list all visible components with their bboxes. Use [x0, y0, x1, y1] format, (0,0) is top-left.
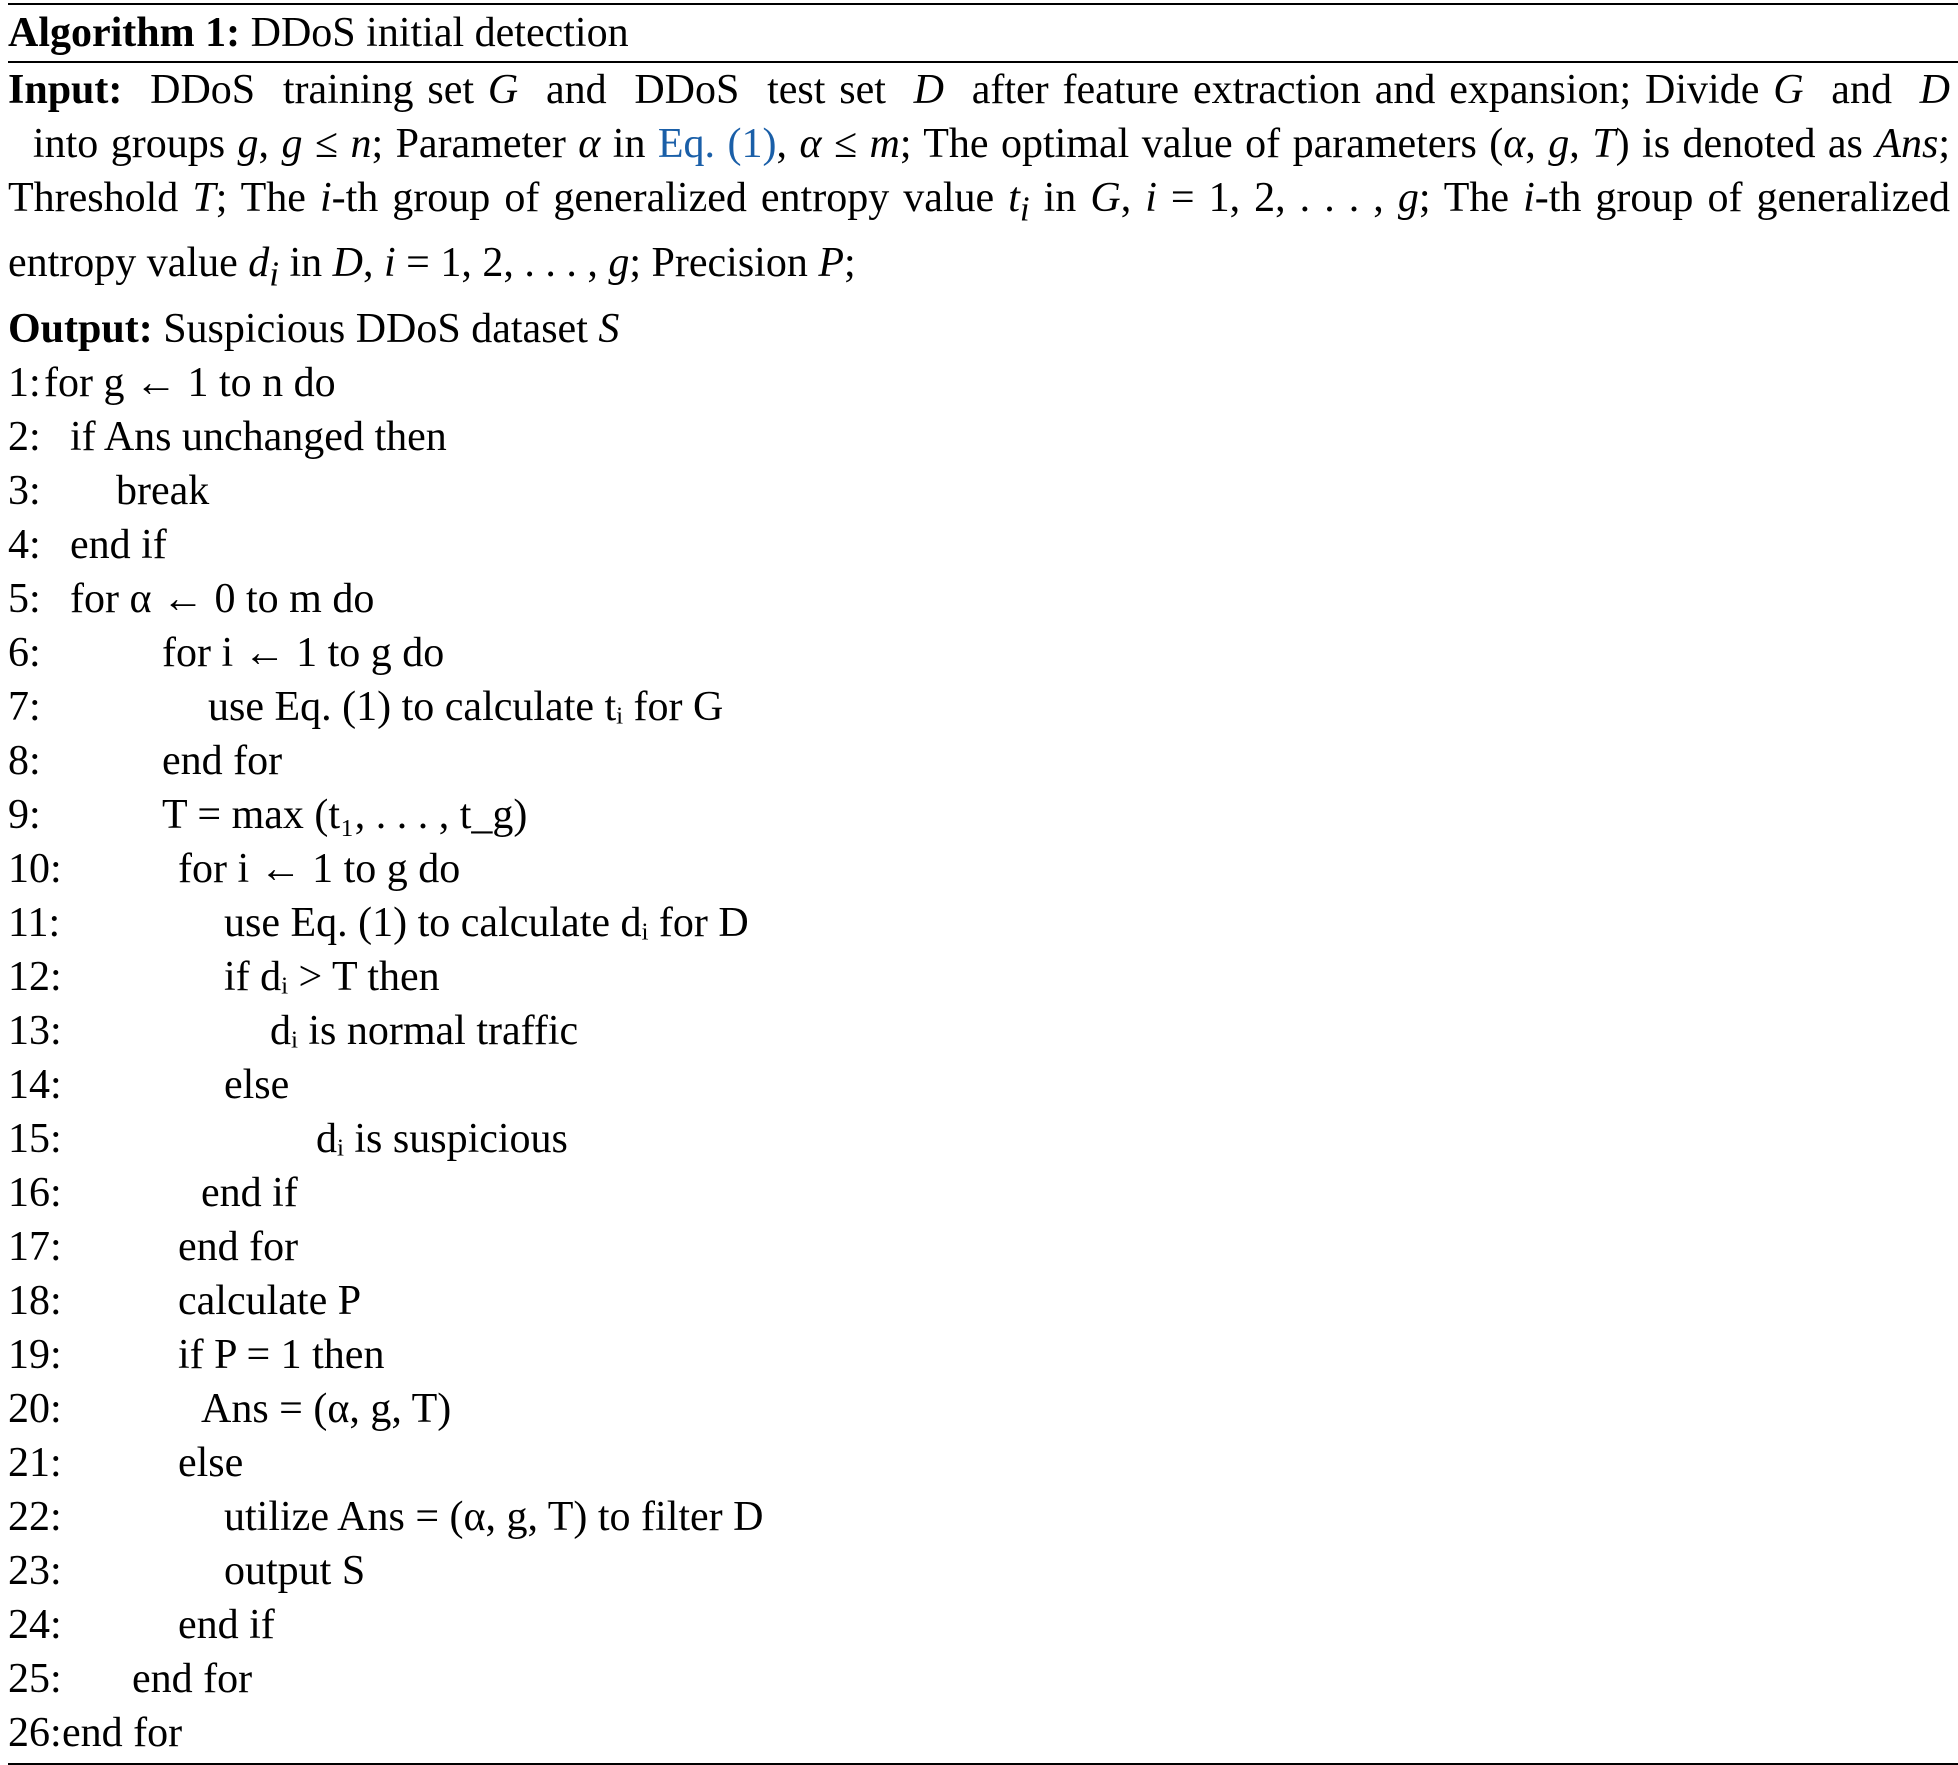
line-number: 12: [8, 953, 62, 1000]
algorithm-line [8, 1328, 1958, 1382]
line-number: 25: [8, 1655, 62, 1702]
line-number: 21: [8, 1439, 62, 1486]
algorithm-line [8, 1598, 1958, 1652]
line-code: break [116, 467, 210, 514]
algorithm-line [8, 572, 1958, 626]
algorithm-line [8, 1652, 1958, 1706]
algorithm-line [8, 1166, 1958, 1220]
line-code: for i ← 1 to g do [178, 845, 461, 892]
line-code: else [224, 1061, 290, 1108]
line-number: 13: [8, 1007, 62, 1054]
input-block [8, 63, 1958, 302]
algorithm-box [8, 3, 1958, 1765]
line-number: 23: [8, 1547, 62, 1594]
line-number: 14: [8, 1061, 62, 1108]
line-code: dᵢ is suspicious [316, 1115, 568, 1162]
line-code: if dᵢ > T then [224, 953, 440, 1000]
algorithm-line [8, 1004, 1958, 1058]
line-number: 9: [8, 791, 41, 838]
line-code: dᵢ is normal traffic [270, 1007, 579, 1054]
line-number: 1: [8, 359, 41, 406]
line-code: end for [178, 1223, 299, 1270]
output-text: Suspicious DDoS dataset S [163, 305, 620, 352]
line-code: end for [162, 737, 283, 784]
line-code: output S [224, 1547, 366, 1594]
line-number: 16: [8, 1169, 62, 1216]
input-text: DDoS training set G and DDoS test set D after feature extraction and expansion; Divide G and D into groups g, g ≤ n; Parameter α in Eq. (1), α ≤ m; The optimal value of parameters (α, g, T) is denoted as Ans; Threshold T; The i-th group of generalized entropy value $t_i$ in G, i = 1, 2, . . . , g; The i-th group of generalized entropy value $d_i$ in D, i = 1, 2, . . . , g; Precision P; [8, 67, 1951, 294]
algorithm-steps [8, 356, 1958, 1760]
algorithm-line [8, 950, 1958, 1004]
algorithm-line [8, 1544, 1958, 1598]
line-number: 4: [8, 521, 41, 568]
algorithm-line [8, 1706, 1958, 1760]
line-number: 8: [8, 737, 41, 784]
line-code: calculate P [178, 1277, 362, 1324]
line-code: end if [201, 1169, 298, 1216]
line-number: 5: [8, 575, 41, 622]
line-code: Ans = (α, g, T) [201, 1385, 452, 1432]
algorithm-line [8, 464, 1958, 518]
algorithm-line [8, 1112, 1958, 1166]
algorithm-line [8, 680, 1958, 734]
line-code: use Eq. (1) to calculate tᵢ for G [208, 683, 724, 730]
line-number: 19: [8, 1331, 62, 1378]
input-label: Input: [8, 67, 123, 113]
line-code: if Ans unchanged then [70, 413, 447, 460]
line-code: for i ← 1 to g do [162, 629, 445, 676]
bottom-rule [8, 1763, 1958, 1765]
algorithm-line [8, 1436, 1958, 1490]
algorithm-line [8, 842, 1958, 896]
algorithm-line [8, 896, 1958, 950]
line-number: 11: [8, 899, 61, 946]
line-number: 18: [8, 1277, 62, 1324]
algorithm-line [8, 356, 1958, 410]
line-number: 2: [8, 413, 41, 460]
eq-1-link[interactable]: Eq. (1) [657, 121, 777, 167]
algorithm-line [8, 518, 1958, 572]
algorithm-line [8, 1220, 1958, 1274]
algorithm-label: Algorithm 1: [8, 10, 241, 56]
line-number: 6: [8, 629, 41, 676]
output-label: Output: [8, 305, 153, 352]
line-number: 20: [8, 1385, 62, 1432]
line-code: for α ← 0 to m do [70, 575, 375, 622]
line-code: for g ← 1 to n do [44, 359, 336, 406]
line-code: end for [62, 1709, 183, 1756]
line-code: T = max (t₁, . . . , t_g) [162, 791, 528, 838]
line-code: use Eq. (1) to calculate dᵢ for D [224, 899, 749, 946]
line-number: 10: [8, 845, 62, 892]
algorithm-line [8, 1274, 1958, 1328]
line-code: if P = 1 then [178, 1331, 385, 1378]
algorithm-line [8, 1490, 1958, 1544]
algorithm-line [8, 410, 1958, 464]
algorithm-line [8, 788, 1958, 842]
algorithm-line [8, 1382, 1958, 1436]
line-number: 15: [8, 1115, 62, 1162]
line-code: end if [178, 1601, 275, 1648]
line-number: 22: [8, 1493, 62, 1540]
line-number: 26: [8, 1709, 62, 1756]
line-code: else [178, 1439, 244, 1486]
algorithm-line [8, 734, 1958, 788]
algorithm-line [8, 626, 1958, 680]
line-code: utilize Ans = (α, g, T) to filter D [224, 1493, 764, 1540]
line-number: 17: [8, 1223, 62, 1270]
line-number: 3: [8, 467, 41, 514]
algorithm-line [8, 1058, 1958, 1112]
output-block [8, 302, 1958, 356]
algorithm-title [8, 5, 1958, 61]
line-code: end for [132, 1655, 253, 1702]
algorithm-name: DDoS initial detection [250, 10, 629, 56]
line-number: 24: [8, 1601, 62, 1648]
line-number: 7: [8, 683, 41, 730]
line-code: end if [70, 521, 167, 568]
